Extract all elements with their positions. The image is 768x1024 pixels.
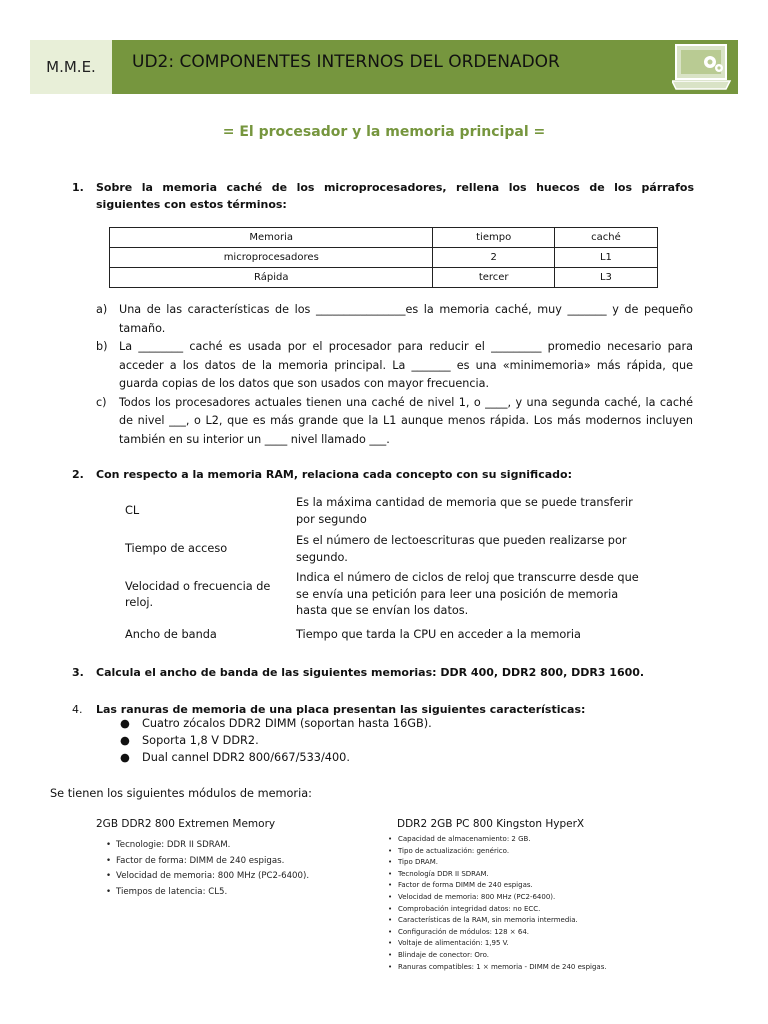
bullet-text: Cuatro zócalos DDR2 DIMM (soportan hasta 16GB). bbox=[142, 717, 432, 730]
item-text: Una de las características de los ________________es la memoria caché, muy _______ y de pequeño tamaño. bbox=[119, 303, 693, 335]
table-cell: L1 bbox=[554, 248, 657, 268]
table-row bbox=[125, 624, 645, 646]
spec-text: Tipo DRAM. bbox=[398, 858, 438, 867]
bullet-icon: • bbox=[388, 939, 393, 948]
list-item bbox=[96, 301, 693, 338]
concept-cell: Tiempo de acceso bbox=[125, 542, 228, 556]
bullet-icon: • bbox=[388, 962, 393, 971]
bullet-icon: • bbox=[388, 950, 393, 959]
fill-in-items bbox=[96, 301, 693, 449]
spec-text: Características de la RAM, sin memoria intermedia. bbox=[398, 916, 578, 925]
spec-text: Capacidad de almacenamiento: 2 GB. bbox=[398, 835, 531, 843]
list-item bbox=[388, 950, 607, 962]
list-item bbox=[388, 846, 607, 858]
table-row bbox=[125, 494, 645, 529]
list-item bbox=[96, 394, 693, 450]
question-text: Las ranuras de memoria de una placa presentan las siguientes características: bbox=[96, 703, 586, 716]
list-item bbox=[106, 854, 309, 870]
spec-text: Tecnología DDR II SDRAM. bbox=[398, 869, 489, 878]
module-a-title: 2GB DDR2 800 Extremen Memory bbox=[96, 818, 276, 830]
spec-text: Factor de forma: DIMM de 240 espigas. bbox=[116, 855, 285, 866]
concept-cell: Velocidad o frecuencia de reloj. bbox=[125, 579, 271, 609]
table-row bbox=[125, 570, 645, 620]
meaning-cell: Es el número de lectoescrituras que pueden realizarse por segundo. bbox=[296, 534, 627, 564]
list-item bbox=[388, 904, 607, 916]
spec-text: Factor de forma DIMM de 240 espigas. bbox=[398, 881, 533, 890]
bullet-icon: • bbox=[388, 927, 393, 936]
bullet-icon: ● bbox=[120, 734, 130, 747]
table-cell: microprocesadores bbox=[110, 248, 433, 268]
table-cell: Memoria bbox=[110, 228, 433, 248]
question-text: Calcula el ancho de banda de las siguientes memorias: DDR 400, DDR2 800, DDR3 1600. bbox=[96, 666, 645, 679]
question-text: Sobre la memoria caché de los microprocesadores, rellena los huecos de los párrafos siguientes con estos términos: bbox=[96, 181, 694, 211]
table-cell: tiempo bbox=[433, 228, 554, 248]
bullet-icon: ● bbox=[120, 751, 130, 764]
item-label: b) bbox=[96, 340, 108, 353]
item-text: La ________ caché es usada por el procesador para reducir el _________ promedio necesario para acceder a los datos de la memoria principal. La _______ es una «minimemoria» más rápida, que guarda copias de los datos que son usados con mayor frecuencia. bbox=[119, 340, 693, 390]
spec-text: Configuración de módulos: 128 × 64. bbox=[398, 927, 530, 936]
meaning-cell: Tiempo que tarda la CPU en acceder a la memoria bbox=[296, 627, 581, 641]
meaning-cell: Es la máxima cantidad de memoria que se puede transferir por segundo bbox=[296, 496, 633, 526]
bullet-text: Soporta 1,8 V DDR2. bbox=[142, 734, 259, 747]
list-item bbox=[106, 885, 309, 901]
bullet-icon: • bbox=[388, 858, 393, 867]
table-cell: tercer bbox=[433, 268, 554, 288]
list-item bbox=[388, 857, 607, 869]
spec-text: Comprobación integridad datos: no ECC. bbox=[398, 904, 541, 913]
item-label: c) bbox=[96, 395, 107, 409]
question-number: 4. bbox=[72, 703, 83, 716]
spec-text: Voltaje de alimentación: 1,95 V. bbox=[398, 939, 509, 948]
spec-text: Tipo de actualización: genérico. bbox=[398, 846, 510, 855]
list-item bbox=[120, 717, 432, 730]
concept-cell: Ancho de banda bbox=[125, 627, 217, 641]
spec-text: Tecnologie: DDR II SDRAM. bbox=[116, 840, 231, 850]
bullet-icon: • bbox=[388, 904, 393, 913]
list-item bbox=[106, 838, 309, 854]
list-item bbox=[388, 880, 607, 892]
bullet-icon: • bbox=[388, 881, 393, 890]
table-cell: 2 bbox=[433, 248, 554, 268]
list-item bbox=[388, 834, 607, 846]
table-row bbox=[110, 248, 658, 268]
table-row bbox=[110, 268, 658, 288]
bullet-icon: • bbox=[388, 916, 393, 925]
item-label: a) bbox=[96, 303, 108, 316]
question-text: Con respecto a la memoria RAM, relaciona cada concepto con su significado: bbox=[96, 468, 572, 481]
list-item bbox=[388, 962, 607, 974]
list-item bbox=[120, 751, 350, 764]
item-text: Todos los procesadores actuales tienen una caché de nivel 1, o ____, y una segunda caché, la caché de nivel ___, o L2, que es más grande que la L1 aunque menos rápida. Los más modernos incluyen también en su interior un ____ nivel llamado ___. bbox=[119, 395, 693, 446]
bullet-icon: • bbox=[106, 886, 112, 897]
bullet-icon: ● bbox=[120, 717, 130, 730]
list-item bbox=[96, 338, 693, 394]
list-item bbox=[388, 892, 607, 904]
bullet-icon: • bbox=[388, 835, 393, 843]
modules-intro: Se tienen los siguientes módulos de memoria: bbox=[50, 787, 312, 800]
page-title: UD2: COMPONENTES INTERNOS DEL ORDENADOR bbox=[132, 52, 560, 72]
meaning-cell: Indica el número de ciclos de reloj que transcurre desde que se envía una petición para leer una posición de memoria hasta que se envían los datos. bbox=[296, 571, 639, 618]
section-title: = El procesador y la memoria principal = bbox=[222, 124, 546, 140]
table-row bbox=[125, 533, 645, 566]
module-a-specs bbox=[106, 838, 309, 900]
table-cell: Rápida bbox=[110, 268, 433, 288]
question-number: 2. bbox=[72, 468, 84, 481]
spec-text: Ranuras compatibles: 1 × memoria - DIMM de 240 espigas. bbox=[398, 962, 607, 971]
bullet-icon: • bbox=[106, 871, 112, 881]
laptop-gear-icon bbox=[672, 42, 732, 94]
table-cell: L3 bbox=[554, 268, 657, 288]
module-b-title: DDR2 2GB PC 800 Kingston HyperX bbox=[397, 818, 585, 830]
concept-cell: CL bbox=[125, 504, 140, 518]
bullet-icon: • bbox=[388, 892, 393, 901]
module-b-specs bbox=[388, 834, 607, 973]
question-number: 3. bbox=[72, 666, 84, 679]
list-item bbox=[388, 938, 607, 950]
terms-table bbox=[109, 227, 658, 288]
table-row bbox=[110, 228, 658, 248]
bullet-icon: • bbox=[388, 846, 393, 855]
relation-table bbox=[125, 494, 645, 650]
list-item bbox=[106, 869, 309, 885]
spec-text: Velocidad de memoria: 800 MHz (PC2-6400). bbox=[116, 871, 310, 881]
list-item bbox=[120, 734, 259, 747]
table-cell: caché bbox=[554, 228, 657, 248]
header-left-label: M.M.E. bbox=[30, 40, 112, 94]
bullet-text: Dual cannel DDR2 800/667/533/400. bbox=[142, 751, 350, 764]
list-item bbox=[388, 869, 607, 881]
question-number: 1. bbox=[72, 181, 84, 194]
spec-text: Velocidad de memoria: 800 MHz (PC2-6400). bbox=[398, 892, 556, 901]
list-item bbox=[388, 927, 607, 939]
bullet-icon: • bbox=[106, 840, 112, 850]
spec-text: Blindaje de conector: Oro. bbox=[398, 950, 490, 959]
spec-text: Tiempos de latencia: CL5. bbox=[116, 886, 228, 897]
bullet-icon: • bbox=[388, 869, 393, 878]
bullet-icon: • bbox=[106, 855, 112, 866]
list-item bbox=[388, 915, 607, 927]
